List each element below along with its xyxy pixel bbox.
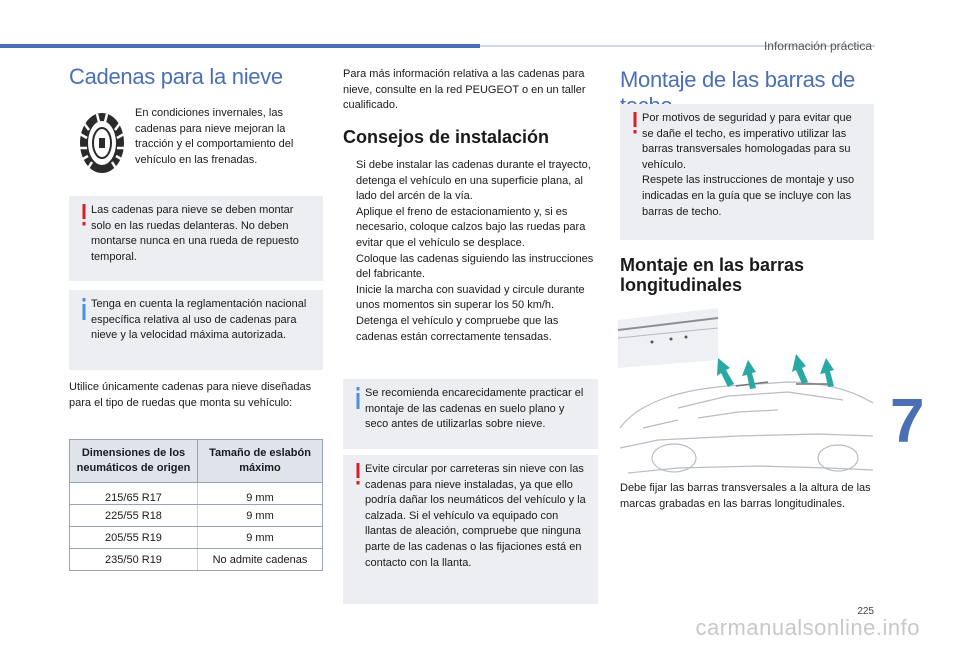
intro-text: En condiciones invernales, las cadenas para nieve mejoran la tracción y el comportamiento del vehículo en las frenadas.	[135, 107, 294, 166]
warning-text: Evite circular por carreteras sin nieve con las cadenas para nieve instaladas, ya que ello podría dañar los neumáticos del vehículo y la calzada. Si el vehículo va equipado con llantas de aleación, compruebe que ninguna parte de las cadenas o las fijaciones está en contacto con la llanta.	[365, 463, 586, 569]
warning-icon	[631, 112, 639, 134]
table-cell: 215/65 R17	[70, 483, 198, 505]
tyre-chain-table	[69, 439, 323, 571]
list-item	[343, 314, 598, 345]
table-cell: 225/55 R18	[70, 505, 198, 527]
running-header: Información práctica	[763, 39, 872, 53]
subtitle-installation-tips: Consejos de instalación	[343, 127, 550, 147]
chapter-number: 7	[890, 387, 925, 456]
roof-bars-illustration	[618, 308, 875, 476]
warning-icon	[80, 204, 88, 226]
list-item-text: Inicie la marcha con suavidad y circule durante unos momentos sin superar los 50 km/h.	[356, 283, 585, 312]
list-item	[343, 283, 598, 314]
header-accent-bar	[0, 44, 480, 48]
warning-box-roof-bars	[620, 104, 874, 240]
table-row	[70, 527, 323, 549]
list-item-text: Detenga el vehículo y compruebe que las cadenas están correctamente tensadas.	[356, 314, 559, 343]
page-number: 225	[857, 606, 874, 617]
roof-rail-detail	[618, 308, 718, 368]
list-item	[343, 205, 598, 252]
more-info-text: Para más información relativa a las cadenas para nieve, consulte en la red PEUGEOT o en un taller cualificado.	[343, 68, 586, 112]
warning-box-no-snow	[343, 455, 598, 604]
table-row	[70, 483, 323, 505]
info-text: Se recomienda encarecidamente practicar el montaje de las cadenas en suelo plano y seco antes de utilizarlas sobre nieve.	[365, 387, 584, 431]
list-item	[343, 252, 598, 283]
warning-text: Por motivos de seguridad y para evitar que se dañe el techo, es imperativo utilizar las barras transversales homologadas para su vehículo. Respete las instrucciones de montaje y uso indicadas en la guía que se incluye con las barras de techo.	[642, 112, 855, 218]
table-header-dimensions: Dimensiones de los neumáticos de origen	[70, 440, 198, 483]
subtitle-longitudinal-bars: Montaje en las barras longitudinales	[620, 255, 805, 295]
table-cell: 205/55 R19	[70, 527, 198, 549]
info-icon	[354, 387, 362, 409]
warning-text: Las cadenas para nieve se deben montar solo en las ruedas delanteras. No deben montarse nunca en una rueda de repuesto temporal.	[91, 204, 299, 263]
table-row	[70, 549, 323, 571]
info-box-practice	[343, 379, 598, 449]
list-item-text: Coloque las cadenas siguiendo las instrucciones del fabricante.	[356, 252, 594, 281]
section-title-snow-chains: Cadenas para la nieve	[69, 64, 283, 89]
table-cell: 9 mm	[198, 483, 323, 505]
info-icon	[80, 298, 88, 320]
tyre-chain-paragraph: Utilice únicamente cadenas para nieve diseñadas para el tipo de ruedas que monta su vehículo:	[69, 381, 312, 409]
table-cell: No admite cadenas	[198, 549, 323, 571]
list-item-text: Aplique el freno de estacionamiento y, si es necesario, coloque calzos bajo las ruedas para evitar que el vehículo se desplace.	[356, 205, 586, 249]
installation-steps-list	[343, 158, 598, 345]
info-text: Tenga en cuenta la reglamentación nacional específica relativa al uso de cadenas para nieve y la velocidad máxima autorizada.	[91, 298, 307, 342]
table-cell: 9 mm	[198, 505, 323, 527]
section-title-roof-bars: Montaje de las barras de	[620, 67, 855, 92]
table-header-link-size: Tamaño de eslabón máximo	[198, 440, 323, 483]
snow-chain-icon	[75, 110, 130, 176]
watermark: carmanualsonline.info	[695, 615, 920, 640]
table-cell: 235/50 R19	[70, 549, 198, 571]
info-box-regulations	[69, 290, 323, 370]
table-row	[70, 505, 323, 527]
list-item	[343, 158, 598, 205]
list-item-text: Si debe instalar las cadenas durante el trayecto, detenga el vehículo en una superficie plana, al lado del arcén de la vía.	[356, 159, 591, 203]
chapter-tab	[890, 383, 940, 461]
table-cell: 9 mm	[198, 527, 323, 549]
car-outline	[620, 382, 873, 473]
longitudinal-bars-text: Debe fijar las barras transversales a la altura de las marcas grabadas en las barras longitudinales.	[620, 482, 871, 510]
warning-box-front-wheels	[69, 196, 323, 281]
warning-icon	[354, 463, 362, 485]
